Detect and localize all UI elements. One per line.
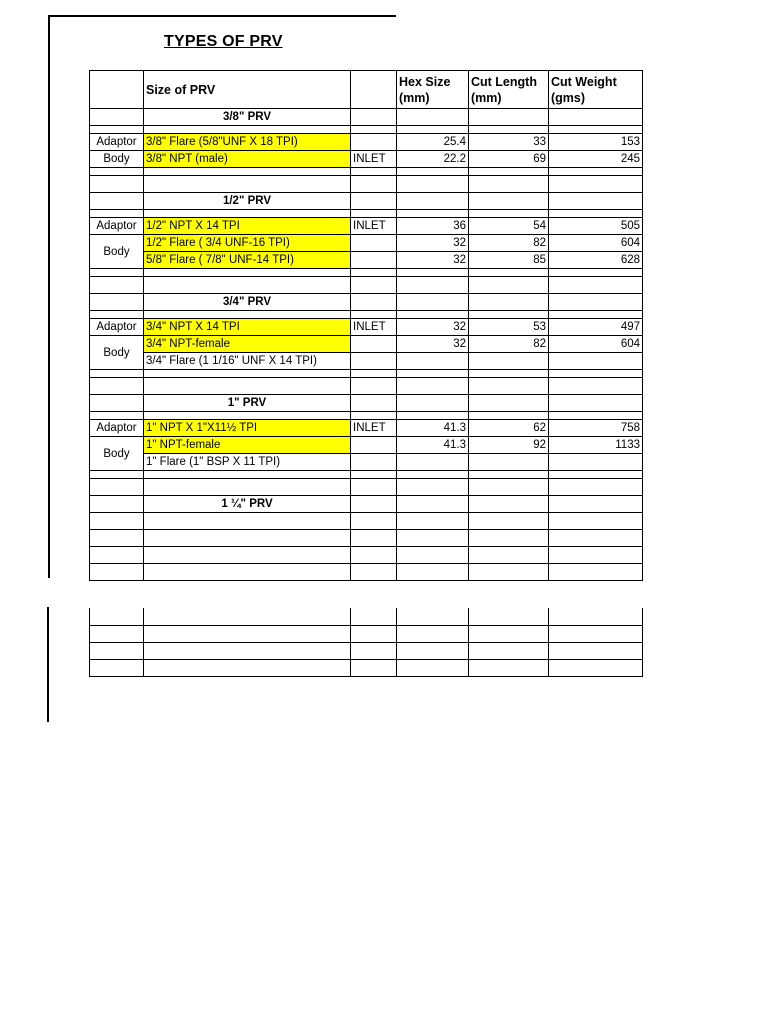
length-cell: 53 bbox=[469, 319, 549, 336]
header-cell-blank bbox=[351, 71, 397, 109]
size-cell: 1/2" Flare ( 3/4 UNF-16 TPI) bbox=[144, 235, 351, 252]
section-title: 3/4" PRV bbox=[144, 294, 351, 311]
part-label: Adaptor bbox=[90, 218, 144, 235]
weight-cell: 497 bbox=[549, 319, 643, 336]
length-cell bbox=[469, 454, 549, 471]
table-row bbox=[90, 659, 643, 676]
section-title: 3/8" PRV bbox=[144, 109, 351, 126]
note-cell bbox=[351, 336, 397, 353]
note-cell bbox=[351, 134, 397, 151]
size-cell: 3/4" NPT X 14 TPI bbox=[144, 319, 351, 336]
length-cell bbox=[469, 353, 549, 370]
section-row bbox=[90, 193, 643, 210]
header-cell-blank bbox=[90, 71, 144, 109]
table-row bbox=[90, 218, 643, 235]
table-row bbox=[90, 513, 643, 530]
size-cell: 3/4" Flare (1 1/16" UNF X 14 TPI) bbox=[144, 353, 351, 370]
part-label: Body bbox=[90, 437, 144, 471]
part-label: Body bbox=[90, 151, 144, 168]
header-row bbox=[90, 71, 643, 109]
hex-cell: 41.3 bbox=[397, 420, 469, 437]
note-cell bbox=[351, 437, 397, 454]
note-cell: INLET bbox=[351, 218, 397, 235]
size-cell: 1/2" NPT X 14 TPI bbox=[144, 218, 351, 235]
table-row bbox=[90, 625, 643, 642]
length-cell: 33 bbox=[469, 134, 549, 151]
hex-cell: 32 bbox=[397, 336, 469, 353]
hex-cell: 32 bbox=[397, 252, 469, 269]
weight-cell: 245 bbox=[549, 151, 643, 168]
header-cut-length: Cut Length (mm) bbox=[469, 71, 549, 109]
note-cell bbox=[351, 235, 397, 252]
page-title: TYPES OF PRV bbox=[164, 33, 283, 50]
weight-cell: 153 bbox=[549, 134, 643, 151]
hex-cell: 25.4 bbox=[397, 134, 469, 151]
table-row bbox=[90, 564, 643, 581]
hex-cell: 32 bbox=[397, 319, 469, 336]
table-row bbox=[90, 454, 643, 471]
section-title: 1 ¼" PRV bbox=[144, 496, 351, 513]
table-row bbox=[90, 134, 643, 151]
part-label: Body bbox=[90, 235, 144, 269]
length-cell: 82 bbox=[469, 336, 549, 353]
note-cell: INLET bbox=[351, 319, 397, 336]
size-cell: 5/8" Flare ( 7/8" UNF-14 TPI) bbox=[144, 252, 351, 269]
table-row bbox=[90, 319, 643, 336]
table-row bbox=[90, 608, 643, 625]
section-row bbox=[90, 109, 643, 126]
header-cut-weight: Cut Weight (gms) bbox=[549, 71, 643, 109]
weight-cell: 628 bbox=[549, 252, 643, 269]
page-top-rule bbox=[48, 15, 396, 17]
table-row bbox=[90, 336, 643, 353]
note-cell: INLET bbox=[351, 151, 397, 168]
section-title: 1/2" PRV bbox=[144, 193, 351, 210]
weight-cell bbox=[549, 454, 643, 471]
hex-cell bbox=[397, 353, 469, 370]
length-cell: 92 bbox=[469, 437, 549, 454]
section-row bbox=[90, 496, 643, 513]
size-cell: 3/4" NPT-female bbox=[144, 336, 351, 353]
note-cell bbox=[351, 353, 397, 370]
prv-table bbox=[89, 70, 643, 581]
weight-cell: 1133 bbox=[549, 437, 643, 454]
table-row bbox=[90, 420, 643, 437]
table-row bbox=[90, 353, 643, 370]
size-cell: 1" NPT X 1"X11½ TPI bbox=[144, 420, 351, 437]
length-cell: 82 bbox=[469, 235, 549, 252]
weight-cell: 758 bbox=[549, 420, 643, 437]
hex-cell: 22.2 bbox=[397, 151, 469, 168]
section-title: 1" PRV bbox=[144, 395, 351, 412]
hex-cell: 32 bbox=[397, 235, 469, 252]
table-row bbox=[90, 530, 643, 547]
length-cell: 85 bbox=[469, 252, 549, 269]
weight-cell: 604 bbox=[549, 336, 643, 353]
table-row bbox=[90, 252, 643, 269]
hex-cell: 41.3 bbox=[397, 437, 469, 454]
table-row bbox=[90, 437, 643, 454]
size-cell: 3/8" NPT (male) bbox=[144, 151, 351, 168]
length-cell: 62 bbox=[469, 420, 549, 437]
part-label: Adaptor bbox=[90, 319, 144, 336]
prv-table-continued bbox=[89, 608, 643, 677]
part-label: Body bbox=[90, 336, 144, 370]
weight-cell: 604 bbox=[549, 235, 643, 252]
note-cell: INLET bbox=[351, 420, 397, 437]
table-row bbox=[90, 547, 643, 564]
length-cell: 54 bbox=[469, 218, 549, 235]
size-cell: 3/8" Flare (5/8"UNF X 18 TPI) bbox=[144, 134, 351, 151]
hex-cell bbox=[397, 454, 469, 471]
size-cell: 1" NPT-female bbox=[144, 437, 351, 454]
part-label: Adaptor bbox=[90, 420, 144, 437]
page-left-rule-upper bbox=[48, 15, 50, 578]
weight-cell bbox=[549, 353, 643, 370]
hex-cell: 36 bbox=[397, 218, 469, 235]
table-row bbox=[90, 151, 643, 168]
weight-cell: 505 bbox=[549, 218, 643, 235]
size-cell: 1" Flare (1" BSP X 11 TPI) bbox=[144, 454, 351, 471]
header-size: Size of PRV bbox=[144, 71, 351, 109]
header-hex-size: Hex Size (mm) bbox=[397, 71, 469, 109]
table-row bbox=[90, 642, 643, 659]
section-row bbox=[90, 395, 643, 412]
section-row bbox=[90, 294, 643, 311]
table-row bbox=[90, 235, 643, 252]
page-left-rule-lower bbox=[47, 607, 49, 722]
length-cell: 69 bbox=[469, 151, 549, 168]
note-cell bbox=[351, 252, 397, 269]
note-cell bbox=[351, 454, 397, 471]
part-label: Adaptor bbox=[90, 134, 144, 151]
